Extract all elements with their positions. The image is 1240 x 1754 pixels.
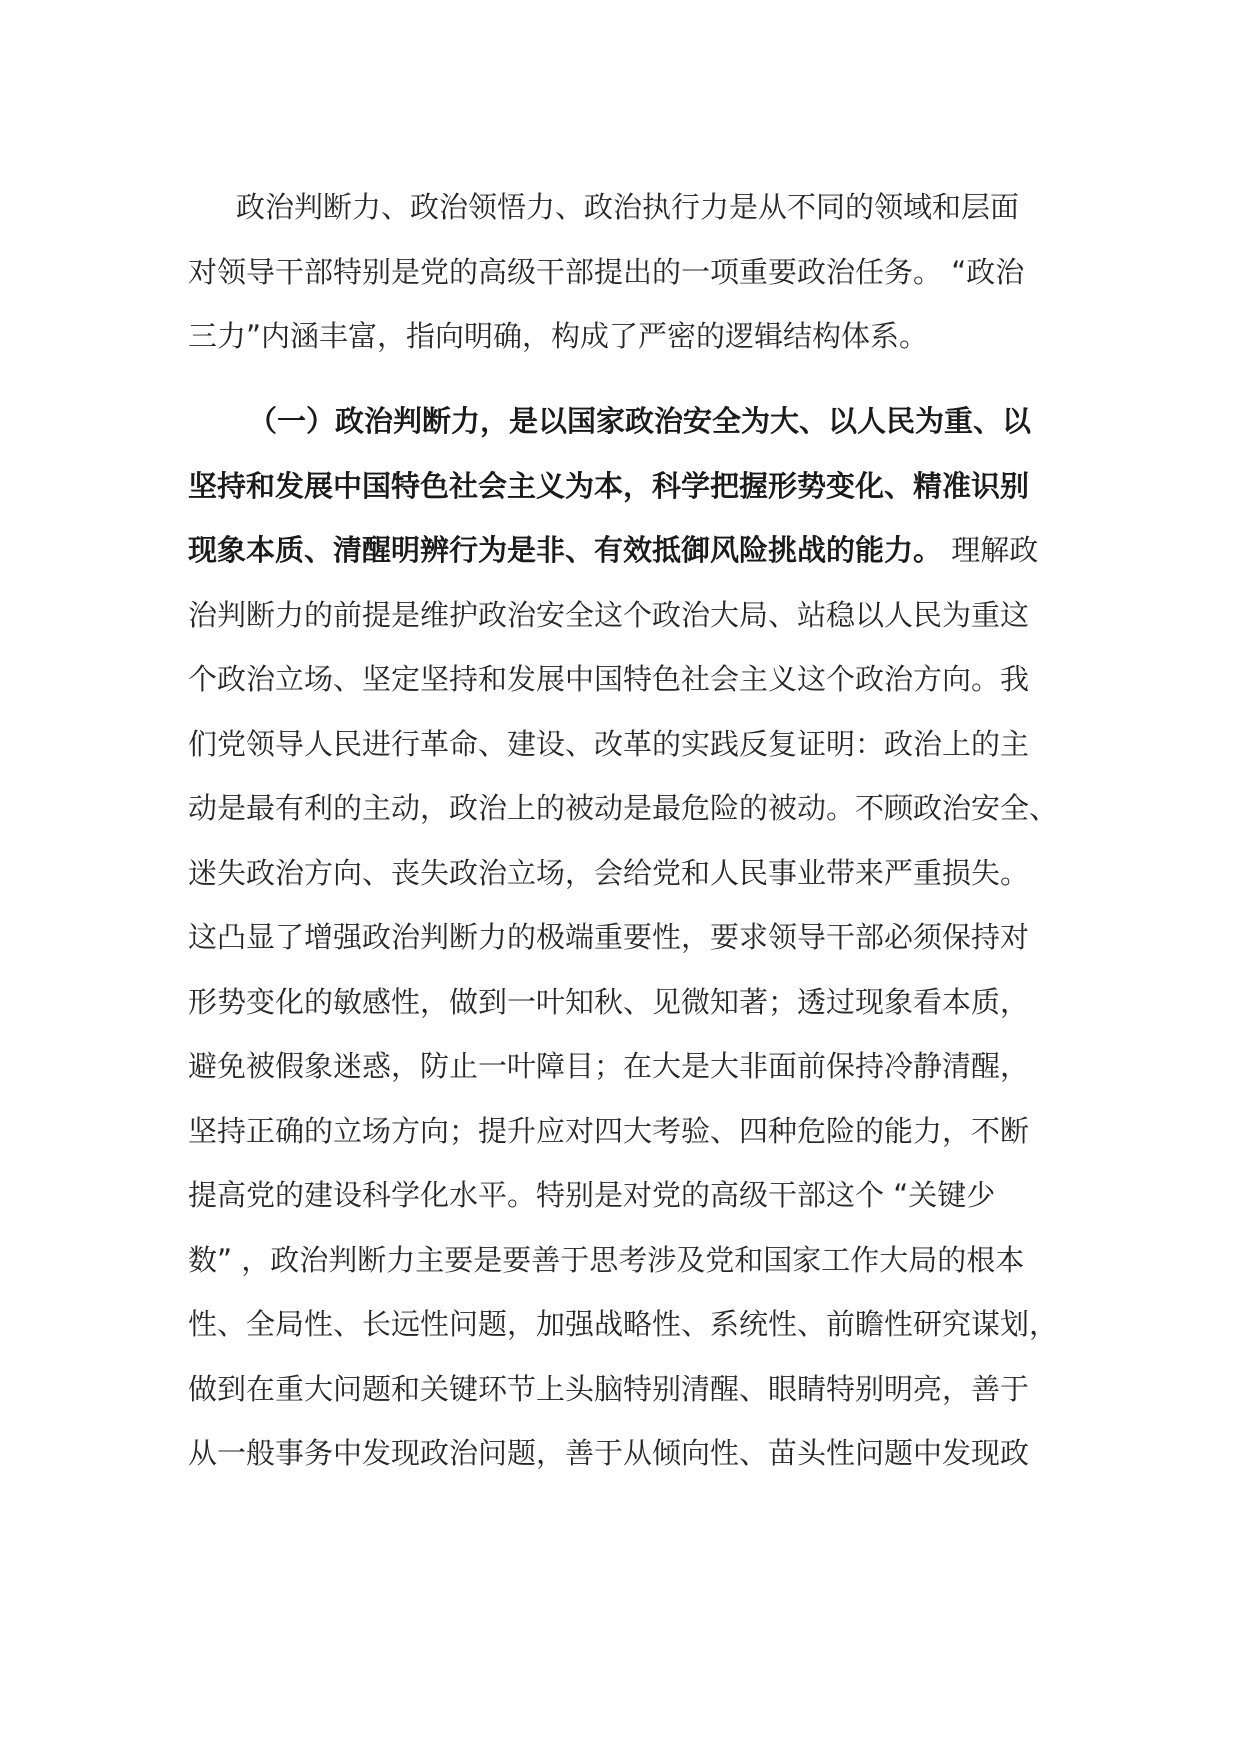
- line-text: 数” ，政治判断力主要是要善于思考涉及党和国家工作大局的根本: [188, 1242, 1025, 1277]
- line-text: 提高党的建设科学化水平。特别是对党的高级干部这个 “关键少: [188, 1178, 996, 1212]
- text-line: [188, 647, 1068, 712]
- line-text: 形势变化的敏感性，做到一叶知秋、见微知著；透过现象看本质，: [188, 984, 1030, 1019]
- line-text: 个政治立场、坚定坚持和发展中国特色社会主义这个政治方向。我: [188, 662, 1030, 696]
- line-text: 做到在重大问题和关键环节上头脑特别清醒、眼睛特别明亮，善于: [188, 1371, 1030, 1406]
- intro-paragraph: [188, 175, 1068, 369]
- line-text: 从一般事务中发现政治问题，善于从倾向性、苗头性问题中发现政: [188, 1436, 1030, 1470]
- text-line: [188, 712, 1068, 777]
- line-text: 这凸显了增强政治判断力的极端重要性，要求领导干部必须保持对: [188, 920, 1030, 954]
- mixed-line: [188, 518, 1068, 583]
- text-line: [188, 304, 1068, 369]
- line-text: 们党领导人民进行革命、建设、改革的实践反复证明：政治上的主: [188, 726, 1030, 761]
- text-line: [188, 175, 1068, 240]
- text-line: [188, 1228, 1068, 1293]
- text-line: [188, 970, 1068, 1035]
- text-line: [188, 1034, 1068, 1099]
- line-text: 三力”内涵丰富，指向明确，构成了严密的逻辑结构体系。: [188, 319, 929, 353]
- line-text: 性、全局性、长远性问题，加强战略性、系统性、前瞻性研究谋划，: [188, 1307, 1059, 1341]
- line-text: 政治判断力、政治领悟力、政治执行力是从不同的领域和层面: [236, 190, 1020, 224]
- text-line: [188, 1163, 1068, 1228]
- line-text: 对领导干部特别是党的高级干部提出的一项重要政治任务。 “政治: [188, 254, 1025, 289]
- text-line: [188, 776, 1068, 841]
- section-heading-text: 现象本质、清醒明辨行为是非、有效抵御风险挑战的能力。: [188, 533, 943, 567]
- heading-line: [188, 454, 1068, 519]
- line-text: 避免被假象迷惑，防止一叶障目；在大是大非面前保持冷静清醒，: [188, 1049, 1030, 1083]
- line-text: 动是最有利的主动，政治上的被动是最危险的被动。不顾政治安全、: [188, 791, 1059, 825]
- text-line: [188, 1357, 1068, 1422]
- text-line: [188, 905, 1068, 970]
- section-heading-text: 坚持和发展中国特色社会主义为本，科学把握形势变化、精准识别: [188, 468, 1030, 503]
- line-text: 坚持正确的立场方向；提升应对四大考验、四种危险的能力，不断: [188, 1113, 1030, 1148]
- text-line: [188, 583, 1068, 648]
- text-line: [188, 1421, 1068, 1486]
- line-text: 迷失政治方向、丧失政治立场，会给党和人民事业带来严重损失。: [188, 855, 1030, 890]
- heading-line: [188, 389, 1068, 454]
- text-line: [188, 841, 1068, 906]
- text-line: [188, 1099, 1068, 1164]
- line-text: 治判断力的前提是维护政治安全这个政治大局、站稳以人民为重这: [188, 597, 1030, 632]
- section-one-paragraph: [188, 389, 1068, 1486]
- text-line: [188, 1292, 1068, 1357]
- section-heading-text: （一）政治判断力，是以国家政治安全为大、以人民为重、以: [248, 404, 1032, 438]
- mixed-line-content: [188, 518, 1038, 583]
- body-text: 理解政: [951, 533, 1039, 567]
- text-line: [188, 240, 1068, 305]
